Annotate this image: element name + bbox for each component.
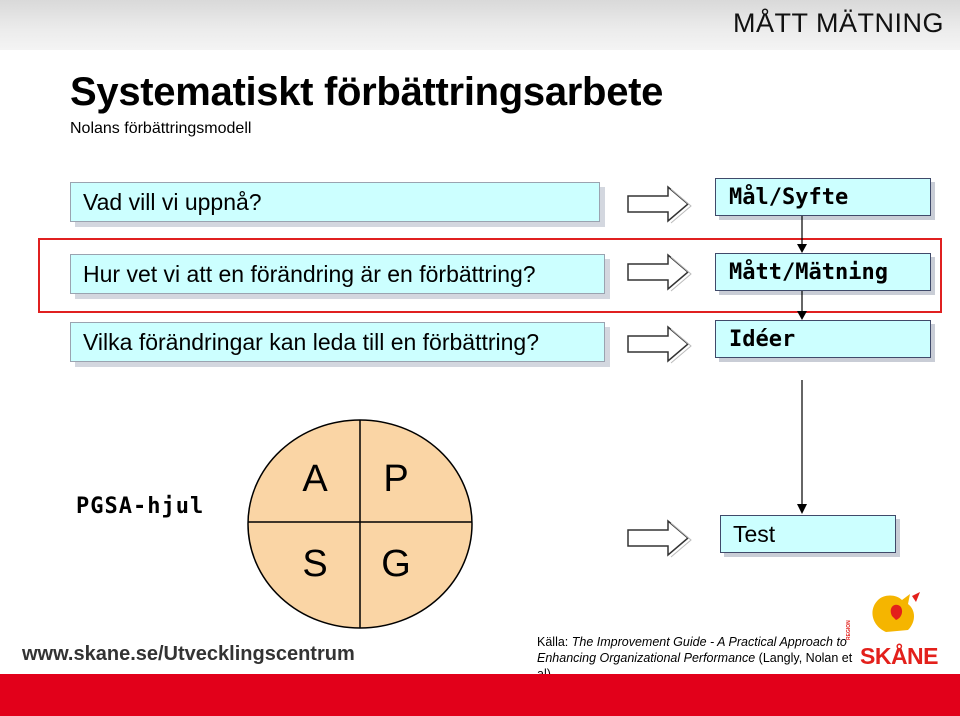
footer-url: www.skane.se/Utvecklingscentrum [22, 643, 355, 665]
question-box-1: Vad vill vi uppnå? [70, 182, 600, 222]
source-authors: (Langly, Nolan et [758, 651, 853, 665]
pdsa-wheel [246, 418, 476, 632]
question-box-2: Hur vet vi att en förändring är en förbättring? [70, 254, 605, 294]
page-subtitle: Nolans förbättringsmodell [70, 120, 252, 137]
page-title: Systematiskt förbättringsarbete [70, 70, 664, 114]
label-test: Test [720, 515, 896, 553]
outline-arrow-icon [626, 324, 692, 364]
label-goal: Mål/Syfte [715, 178, 931, 216]
down-arrow-icon [796, 291, 808, 321]
source-title: The Improvement Guide - A Practical Approach to Enhancing Organizational Performance [537, 635, 847, 665]
logo-name: SKÅNE [860, 643, 939, 669]
question-box-3: Vilka förändringar kan leda till en förbättring? [70, 322, 605, 362]
label-ideas: Idéer [715, 320, 931, 358]
header-bar [0, 0, 960, 50]
outline-arrow-icon [626, 184, 692, 224]
header-label: MÅTT MÄTNING [733, 8, 944, 38]
wheel-quadrant-a: A [302, 458, 328, 500]
griffin-icon [858, 590, 938, 646]
logo-region-text: REGION [846, 620, 852, 640]
wheel-quadrant-g: G [381, 543, 411, 585]
source-prefix: Källa: [537, 635, 572, 649]
wheel-quadrant-p: P [383, 458, 409, 500]
down-arrow-icon [796, 216, 808, 254]
pgsa-label: PGSA-hjul [76, 494, 205, 519]
bottom-bar [0, 674, 960, 716]
wheel-quadrant-s: S [302, 543, 328, 585]
label-measure: Mått/Mätning [715, 253, 931, 291]
outline-arrow-icon [626, 518, 692, 558]
outline-arrow-icon [626, 252, 692, 292]
down-arrow-icon [796, 380, 808, 516]
